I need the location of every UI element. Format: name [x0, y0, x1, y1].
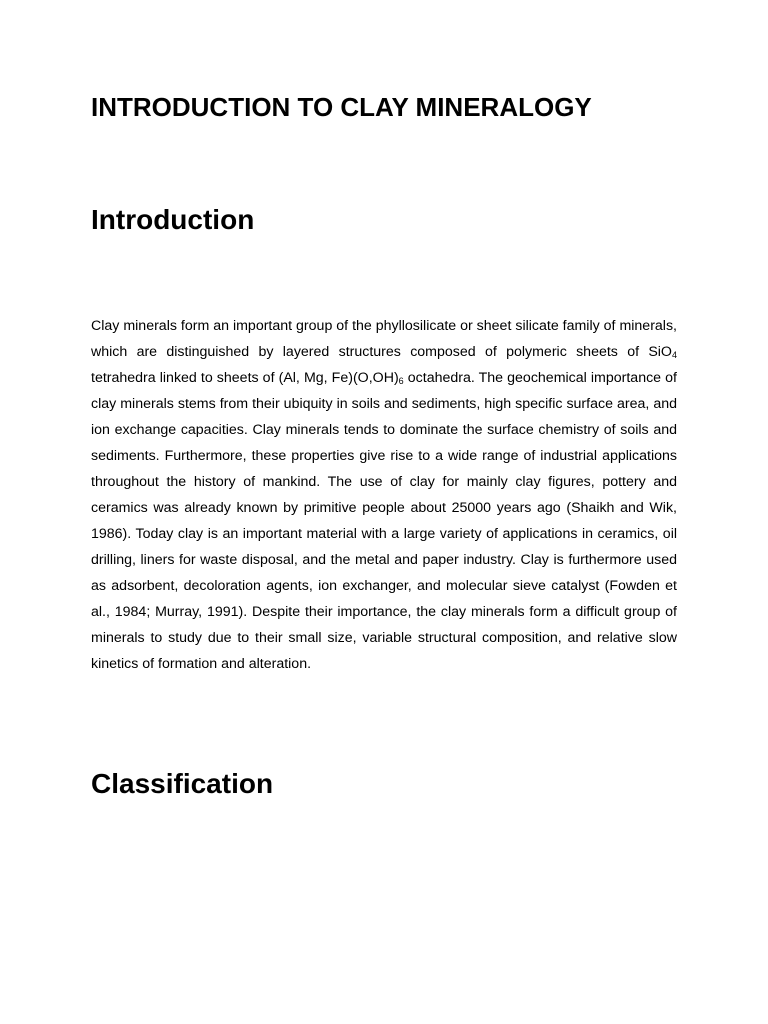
section-heading-introduction: Introduction: [91, 204, 255, 235]
subscript-6: 6: [398, 376, 404, 386]
document-title: INTRODUCTION TO CLAY MINERALOGY: [91, 92, 592, 122]
paragraph-text-part-2: tetrahedra linked to sheets of (Al, Mg, Fe)(O,OH): [91, 370, 399, 386]
subscript-4: 4: [671, 350, 677, 360]
introduction-paragraph: [91, 313, 677, 677]
paragraph-text-part-1: Clay minerals form an important group of the phyllosilicate or sheet silicate family of minerals, which are distinguished by layered structures composed of polymeric sheets of SiO: [91, 318, 677, 360]
paragraph-text-part-3: octahedra. The geochemical importance of clay minerals stems from their ubiquity in soils and sediments, high specific surface area, and ion exchange capacities. Clay minerals tends to dominate the surface chemistry of soils and sediments. Furthermore, these properties give rise to a wide range of industrial applications throughout the history of mankind. The use of clay for mainly clay figures, pottery and ceramics was already known by primitive people about 25000 years ago (Shaikh and Wik, 1986). Today clay is an important material with a large variety of applications in ceramics, oil drilling, liners for waste disposal, and the metal and paper industry. Clay is furthermore used as adsorbent, decoloration agents, ion exchanger, and molecular sieve catalyst (Fowden et al., 1984; Murray, 1991). Despite their importance, the clay minerals form a difficult group of minerals to study due to their small size, variable structural composition, and relative slow kinetics of formation and alteration.: [91, 370, 677, 672]
section-heading-classification: Classification: [91, 768, 274, 799]
